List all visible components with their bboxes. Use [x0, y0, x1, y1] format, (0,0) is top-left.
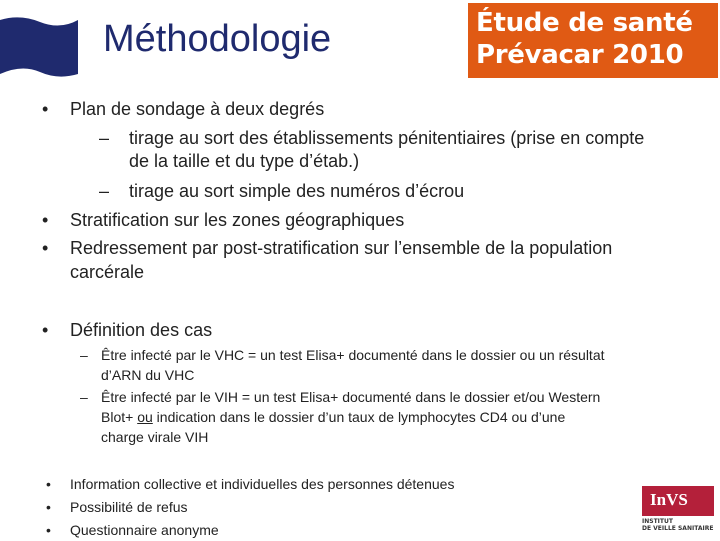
- flag-logo-icon: [0, 14, 78, 80]
- list-item: d’ARN du VHC: [101, 367, 195, 383]
- bullet-marker: •: [46, 522, 51, 538]
- list-item: Redressement par post-stratification sur l’ensemble de la population: [70, 238, 613, 258]
- list-item: tirage au sort des établissements pénitentiaires (prise en compte: [129, 128, 645, 148]
- list-item: Questionnaire anonyme: [70, 522, 219, 538]
- dash-marker: –: [99, 181, 110, 201]
- bullet-marker: •: [42, 238, 49, 258]
- list-item: Information collective et individuelles des personnes détenues: [70, 476, 455, 492]
- bullet-marker: •: [42, 210, 49, 230]
- list-item: carcérale: [70, 262, 145, 282]
- list-item: [101, 407, 565, 428]
- logo-sub-line-2: DE VEILLE SANITAIRE: [642, 525, 714, 532]
- list-item: Possibilité de refus: [70, 499, 188, 515]
- underlined-word: ou: [137, 409, 153, 425]
- dash-marker: –: [80, 347, 88, 363]
- bullet-marker: •: [46, 476, 51, 492]
- logo-subtitle: [642, 518, 718, 532]
- list-item: Stratification sur les zones géographiques: [70, 210, 405, 230]
- list-item: de la taille et du type d’étab.): [129, 151, 360, 171]
- dash-marker: –: [80, 389, 88, 405]
- list-item: Être infecté par le VHC = un test Elisa+ documenté dans le dossier ou un résultat: [101, 347, 605, 363]
- invs-logo: [640, 484, 716, 534]
- banner-line-1: Étude de santé: [476, 8, 693, 38]
- list-item: Plan de sondage à deux degrés: [70, 99, 325, 119]
- bullet-marker: •: [42, 320, 49, 340]
- list-item: charge virale VIH: [101, 429, 209, 445]
- dash-marker: –: [99, 128, 110, 148]
- list-item: tirage au sort simple des numéros d’écrou: [129, 181, 465, 201]
- list-item-part: indication dans le dossier d’un taux de lymphocytes CD4 ou d’une: [152, 409, 566, 425]
- slide-title: Méthodologie: [103, 18, 332, 60]
- list-item-part: Blot+: [101, 409, 138, 425]
- bullet-marker: •: [42, 99, 49, 119]
- list-item: Être infecté par le VIH = un test Elisa+ documenté dans le dossier et/ou Western: [101, 389, 601, 405]
- logo-sub-line-1: INSTITUT: [642, 518, 673, 525]
- study-banner: [468, 3, 718, 78]
- list-item: Définition des cas: [70, 320, 213, 340]
- logo-name: InVS: [650, 490, 688, 509]
- banner-line-2: Prévacar 2010: [476, 40, 684, 70]
- bullet-marker: •: [46, 499, 51, 515]
